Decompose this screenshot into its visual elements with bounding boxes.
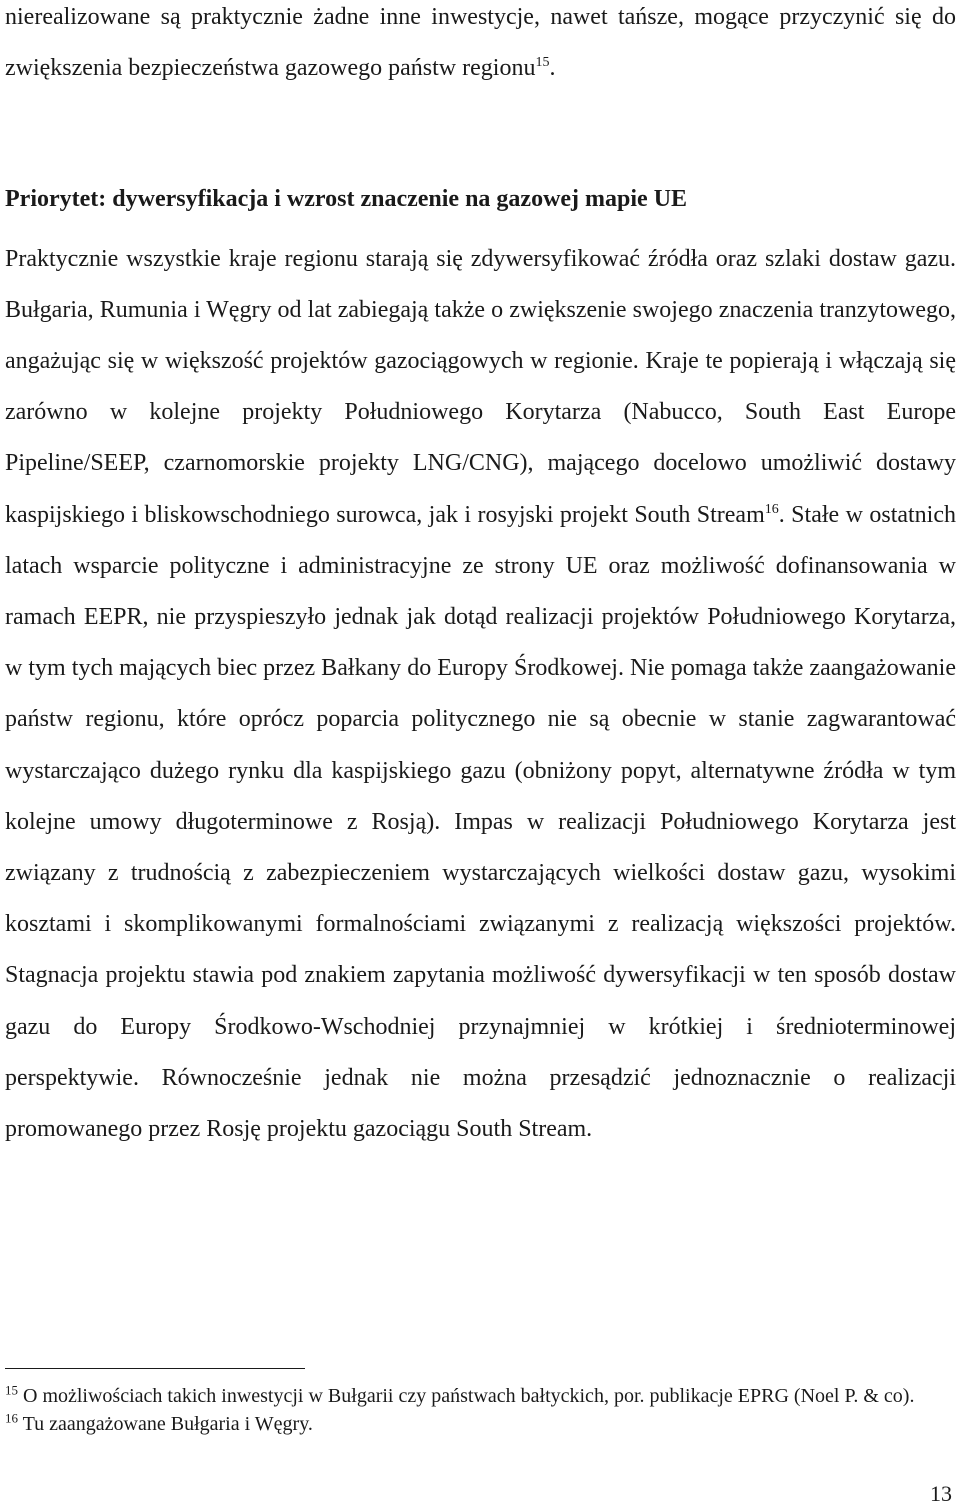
- footnote-ref-16[interactable]: 16: [764, 501, 779, 517]
- body-text-part1: Praktycznie wszystkie kraje regionu starają się zdywersyfikować źródła oraz szlaki dostaw gazu. Bułgaria, Rumunia i Węgry od lat zabiegają także o zwiększenie swojego znaczenia tranzytowego, angażując się w większość projektów gazociągowych w regionie. Kraje te popierają i włączają się zarówno w kolejne projekty Południowego Korytarza (Nabucco, South East Europe Pipeline/SEEP, czarnomorskie projekty LNG/CNG), mającego docelowo umożliwić dostawy kaspijskiego i bliskowschodniego surowca, jak i rosyjski projekt South Stream: [5, 245, 956, 528]
- intro-paragraph: [5, 0, 956, 94]
- footnote-separator: [5, 1368, 305, 1369]
- spacer: [5, 94, 956, 174]
- intro-text: nierealizowane są praktycznie żadne inne inwestycje, nawet tańsze, mogące przyczynić się do zwiększenia bezpieczeństwa gazowego państw regionu: [5, 4, 956, 82]
- footnote-text: Tu zaangażowane Bułgaria i Węgry.: [18, 1412, 313, 1435]
- footnote-15: [5, 1383, 956, 1411]
- page-number: 13: [930, 1481, 952, 1506]
- footnote-ref-15[interactable]: 15: [535, 55, 550, 71]
- intro-end: .: [549, 55, 556, 82]
- footnote-number: 16: [5, 1409, 18, 1425]
- footnote-text: O możliwościach takich inwestycji w Bułgarii czy państwach bałtyckich, por. publikacje EPRG (Noel P. & co).: [18, 1385, 915, 1407]
- body-paragraph: [5, 234, 956, 1156]
- footnotes: [5, 1383, 956, 1438]
- footnote-16: [5, 1411, 956, 1439]
- spacer: [5, 226, 956, 234]
- body-text-part2: . Stałe w ostatnich latach wsparcie polityczne i administracyjne ze strony UE oraz możliwość dofinansowania w ramach EEPR, nie przyspieszyło jednak jak dotąd realizacji projektów Południowego Korytarza, w tym tych mających biec przez Bałkany do Europy Środkowej. Nie pomaga także zaangażowanie państw regionu, które oprócz poparcia politycznego nie są obecnie w stanie zagwarantować wystarczająco dużego rynku dla kaspijskiego gazu (obniżony popyt, alternatywne źródła w tym kolejne umowy długoterminowe z Rosją). Impas w realizacji Południowego Korytarza jest związany z trudnością z zabezpieczeniem wystarczających wielkości dostaw gazu, wysokimi kosztami i skomplikowanymi formalnościami związanymi z realizacją większości projektów. Stagnacja projektu stawia pod znakiem zapytania możliwość dywersyfikacji w ten sposób dostaw gazu do Europy Środkowo-Wschodniej przynajmniej w krótkiej i średnioterminowej perspektywie. Równocześnie jednak nie można przesądzić jednoznacznie o realizacji promowanego przez Rosję projektu gazociągu South Stream.: [5, 501, 956, 1143]
- section-heading: Priorytet: dywersyfikacja i wzrost znaczenie na gazowej mapie UE: [5, 186, 688, 213]
- main-text: [5, 0, 956, 1155]
- footnote-number: 15: [5, 1382, 18, 1398]
